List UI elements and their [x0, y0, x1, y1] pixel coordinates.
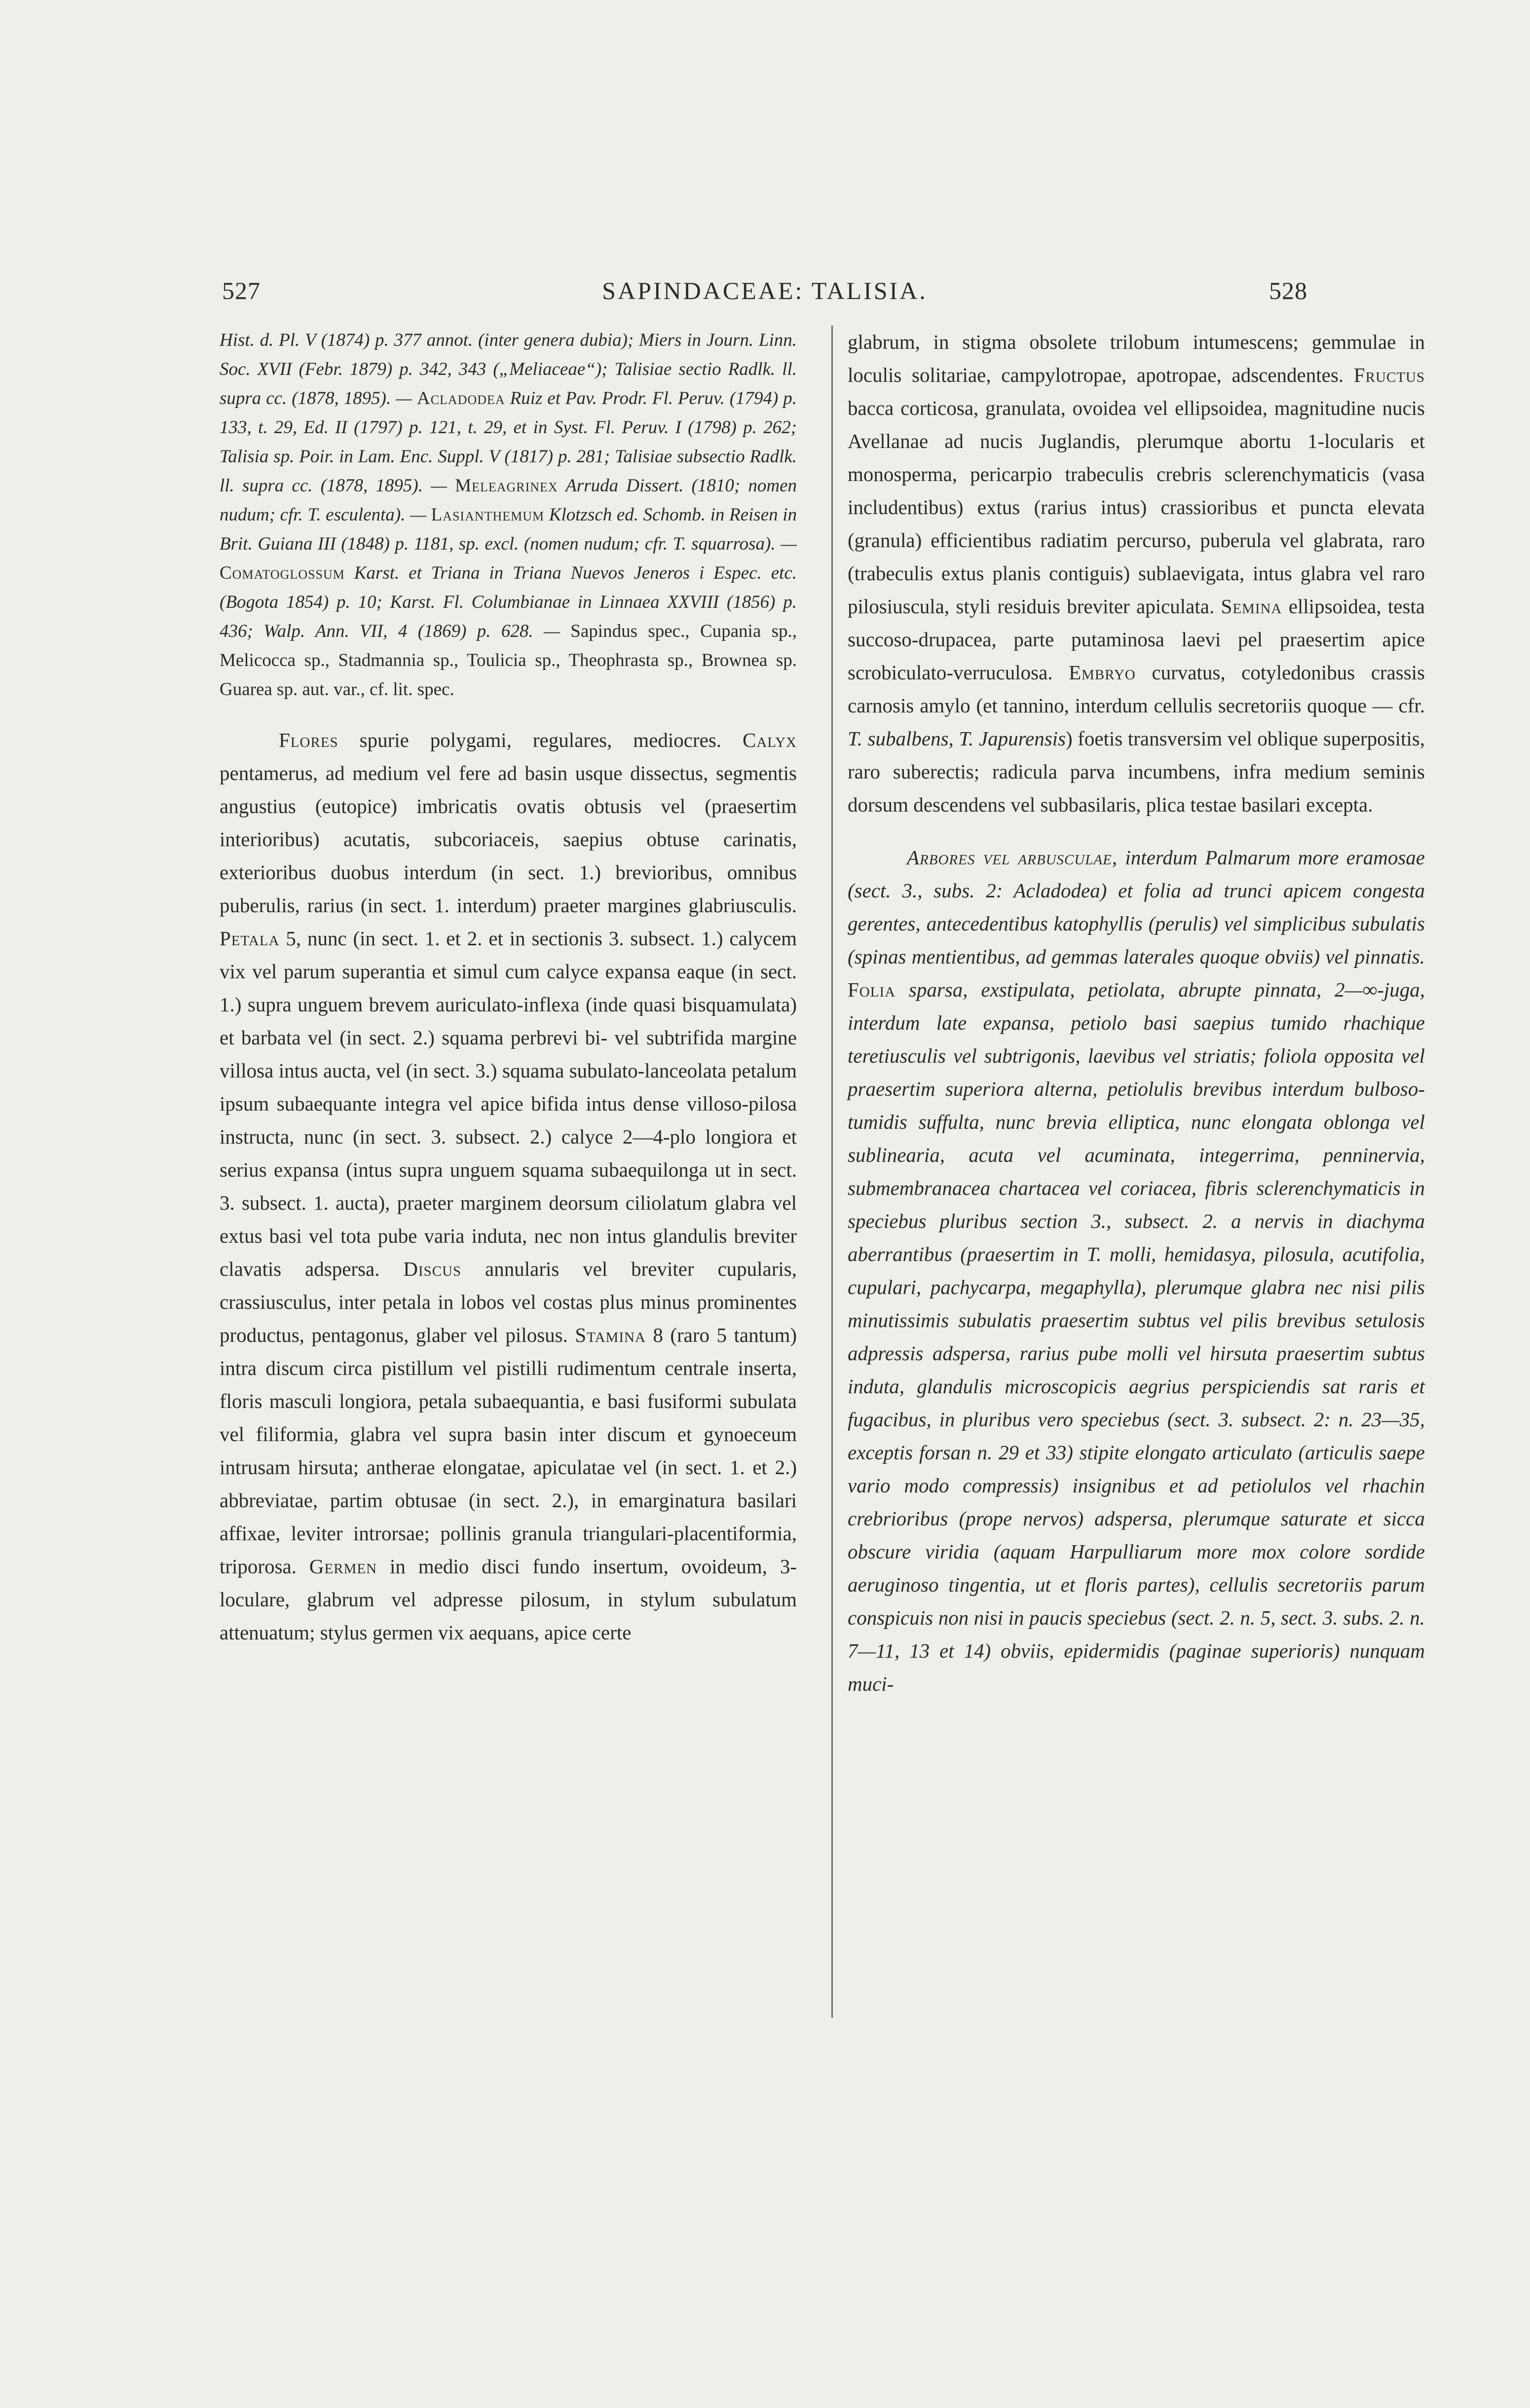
- running-title: SAPINDACEAE: TALISIA.: [602, 277, 928, 304]
- synonymy-citations: Hist. d. Pl. V (1874) p. 377 annot. (inter genera dubia); Miers in Journ. Linn. Soc. XVII (Febr. 1879) p. 342, 343 („Meliaceae“); Talisiae sectio Radlk. ll. supra cc. (1878, 1895). — Acladodea Ruiz et Pav. Prodr. Fl. Peruv. (1794) p. 133, t. 29, Ed. II (1797) p. 121, t. 29, et in Syst. Fl. Peruv. I (1798) p. 262; Talisia sp. Poir. in Lam. Enc. Suppl. V (1817) p. 281; Talisiae subsectio Radlk. ll. supra cc. (1878, 1895). — Meleagrinex Arruda Dissert. (1810; nomen nudum; cfr. T. esculenta). — Lasianthemum Klotzsch ed. Schomb. in Reisen in Brit. Guiana III (1848) p. 1181, sp. excl. (nomen nudum; cfr. T. squarrosa). — Comatoglossum Karst. et Triana in Triana Nuevos Jeneros i Espec. etc. (Bogota 1854) p. 10; Karst. Fl. Columbianae in Linnaea XXVIII (1856) p. 436; Walp. Ann. VII, 4 (1869) p. 628. — Sapindus spec., Cupania sp., Melicocca sp., Stadmannia sp., Toulicia sp., Theophrasta sp., Brownea sp. Guarea sp. aut. var., cf. lit. spec.: [220, 330, 797, 700]
- habit-paragraph: Arbores vel arbusculae, interdum Palmarum more eramosae (sect. 3., subs. 2: Acladodea) et folia ad trunci apicem congesta gerentes, antecedentibus katophyllis (perulis) vel simplicibus subulatis (spinas mentientibus, ad gemmas laterales quoque obviis) vel pinnatis. Folia sparsa, exstipulata, petiolata, abrupte pinnata, 2—∞-juga, interdum late expansa, petiolo basi saepius tumido rhachique teretiusculis vel subtrigonis, laevibus vel striatis; foliola opposita vel praesertim superiora alterna, petiolulis brevibus interdum bulboso-tumidis suffulta, nunc brevia elliptica, nunc elongata oblonga vel sublinearia, acuta vel acuminata, integerrima, penninervia, submembranacea chartacea vel coriacea, fibris sclerenchymaticis in speciebus pluribus section 3., subsect. 2. a nervis in diachyma aberrantibus (praesertim in T. molli, hemidasya, pilosula, acutifolia, cupulari, pachycarpa, megaphylla), plerumque glabra nec nisi pilis minutissimis subulatis praesertim subtus vel pilis brevibus setulosis adpressis adspersa, rarius pube molli vel hirsuta praesertim subtus induta, glandulis microscopicis aegrius perspiciendis sat raris et fugacibus, in pluribus vero speciebus (sect. 3. subsect. 2: n. 23—35, exceptis forsan n. 29 et 33) stipite elongato articulato (articulis saepe vario modo compressis) insignibus et ad petiolulos vel rhachin crebrioribus (prope nervos) adspersa, plerumque saturate et sicca obscure viridia (aquam Harpulliarum more mox colore sordide aeruginoso tingentia, ut et floris partes), cellulis secretoriis parum conspicuis non nisi in paucis speciebus (sect. 2. n. 5, sect. 3. subs. 2. n. 7—11, 13 et 14) obviis, epidermidis (paginae superioris) nunquam muci-: [848, 846, 1425, 1695]
- page-number-right: 528: [1269, 277, 1307, 304]
- description-paragraph: Flores spurie polygami, regulares, mediocres. Calyx pentamerus, ad medium vel fere ad basin usque dissectus, segmentis angustius (eutopice) imbricatis ovatis obtusis vel (praesertim interioribus) acutatis, subcoriaceis, saepius obtuse carinatis, exterioribus duobus interdum (in sect. 1.) brevioribus, omnibus puberulis, rarius (in sect. 1. interdum) praeter margines glabriusculis. Petala 5, nunc (in sect. 1. et 2. et in sectionis 3. subsect. 1.) calycem vix vel parum superantia et simul cum calyce expansa eaque (in sect. 1.) supra unguem brevem auriculato-inflexa (inde quasi bisquamulata) et barbata vel (in sect. 2.) squama perbrevi bi- vel subtrifida margine villosa intus aucta, vel (in sect. 3.) squama subulato-lanceolata petalum ipsum subaequante integra vel apice bifida intus dense villoso-pilosa instructa, nunc (in sect. 3. subsect. 2.) calyce 2—4-plo longiora et serius expansa (intus supra unguem squama subaequilonga ut in sect. 3. subsect. 1. aucta), praeter marginem deorsum ciliolatum glabra vel extus basi vel tota pube varia induta, nec non intus glandulis breviter clavatis adspersa. Discus annularis vel breviter cupularis, crassiusculus, inter petala in lobos vel costas plus minus prominentes productus, pentagonus, glaber vel pilosus. Stamina 8 (raro 5 tantum) intra discum circa pistillum vel pistilli rudimentum centrale inserta, floris masculi longiora, petala subaequantia, e basi fusiformi subulata vel filiformia, glabra vel supra basin inter discum et gynoeceum intrusam hirsuta; antherae elongatae, apiculatae vel (in sect. 1. et 2.) abbreviatae, partim obtusae (in sect. 2.), in emarginatura basilari affixae, leviter introrsae; pollinis granula triangulari-placentiformia, triporosa. Germen in medio disci fundo insertum, ovoideum, 3-loculare, glabrum vel adpresse pilosum, in stylum subulatum attenuatum; stylus germen vix aequans, apice certe: [220, 729, 797, 1644]
- right-column: [848, 326, 1425, 1701]
- left-column: [220, 326, 797, 1649]
- column-divider: [831, 326, 833, 2018]
- page-number-left: 527: [222, 277, 261, 304]
- description-continuation: glabrum, in stigma obsolete trilobum intumescens; gemmulae in loculis solitariae, campylotropae, apotropae, adscendentes. Fructus bacca corticosa, granulata, ovoidea vel ellipsoidea, magnitudine nucis Avellanae ad nucis Juglandis, plerumque abortu 1-locularis et monosperma, pericarpio trabeculis crebris sclerenchymaticis (vasa includentibus) extus (rarius intus) crassioribus et puncta elevata (granula) efficientibus radiatim percurso, puberula vel glabrata, raro (trabeculis extus planis contiguis) sublaevigata, intus glabra vel raro pilosiuscula, styli residuis breviter apiculata. Semina ellipsoidea, testa succoso-drupacea, parte putaminosa laevi pel praesertim apice scrobiculato-verruculosa. Embryo curvatus, cotyledonibus crassis carnosis amylo (et tannino, interdum cellulis secretoriis quoque — cfr. T. subalbens, T. Japurensis) foetis transversim vel oblique superpositis, raro suberectis; radicula parva incumbens, infra medium seminis dorsum descendens vel subbasilaris, plica testae basilari excepta.: [848, 331, 1425, 816]
- running-header: [222, 276, 1307, 316]
